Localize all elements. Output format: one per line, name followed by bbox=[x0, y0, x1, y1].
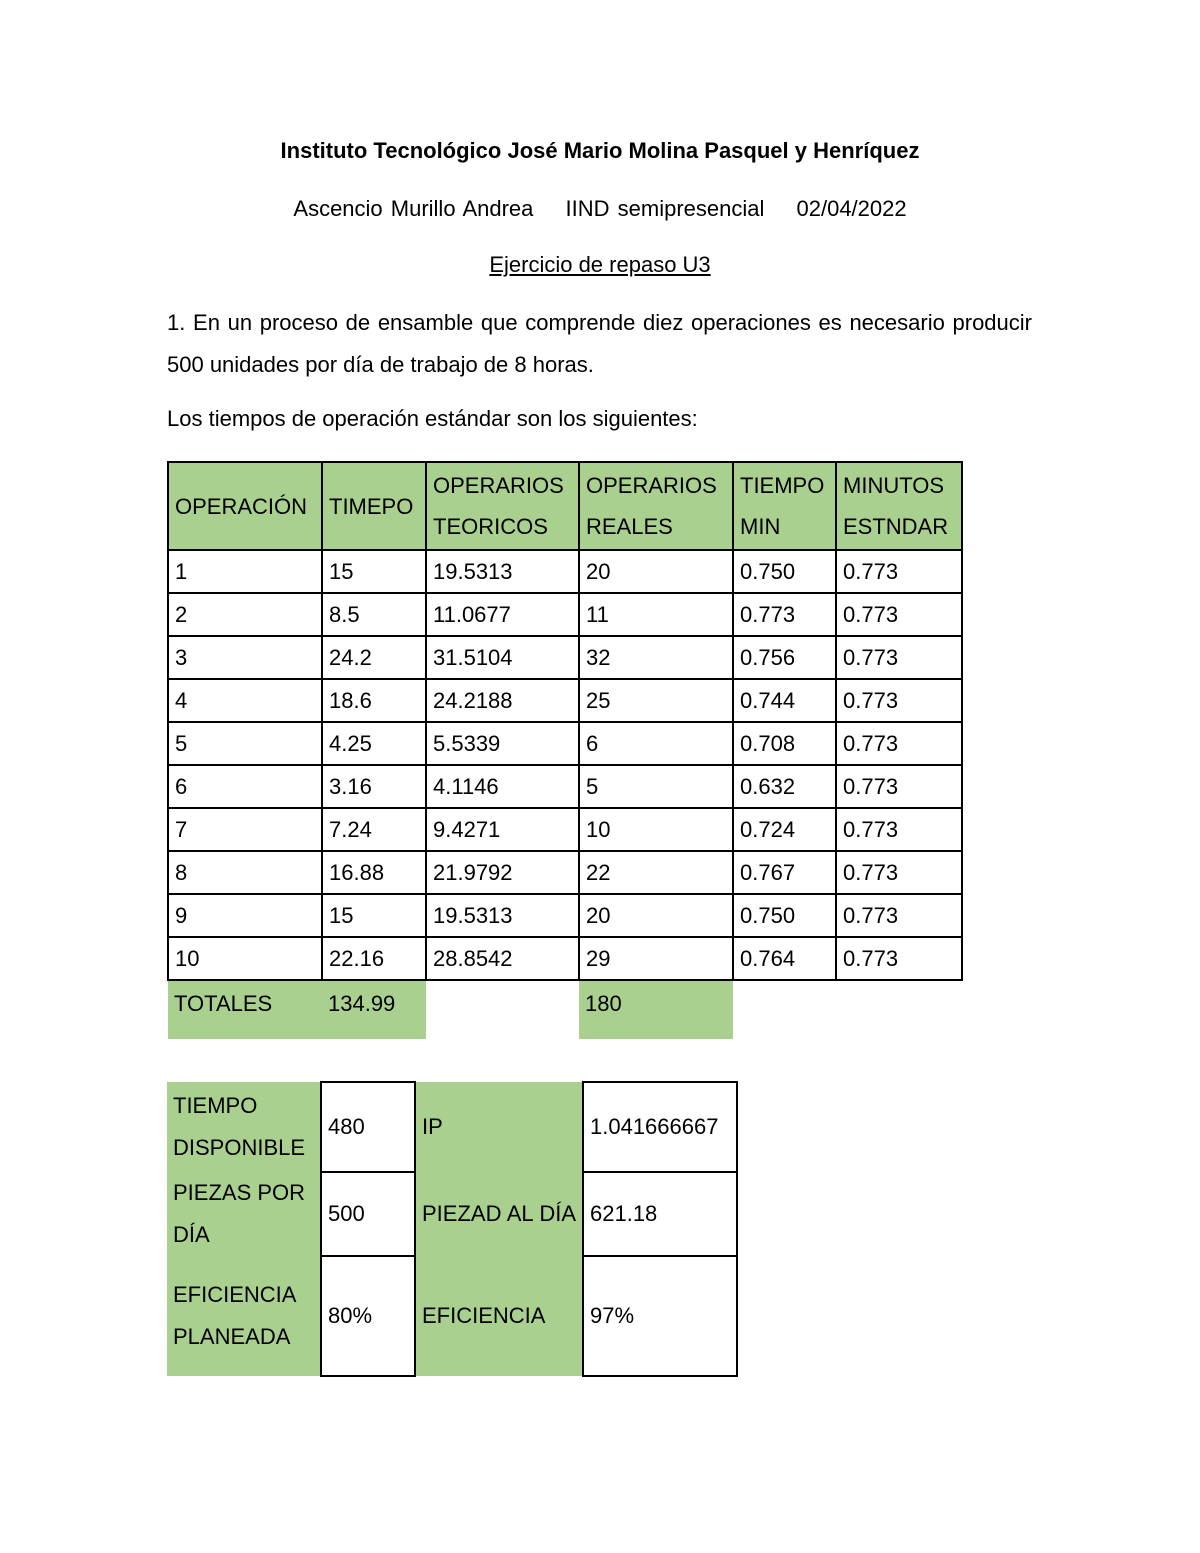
eficiencia-label: EFICIENCIA bbox=[415, 1256, 583, 1376]
table-cell: 31.5104 bbox=[426, 636, 579, 679]
table-cell: 0.764 bbox=[733, 937, 836, 980]
table-cell: 0.767 bbox=[733, 851, 836, 894]
table-cell: 0.773 bbox=[836, 765, 962, 808]
table-cell: 25 bbox=[579, 679, 733, 722]
eficiencia-planeada-value: 80% bbox=[321, 1256, 415, 1376]
table-cell: 22.16 bbox=[322, 937, 426, 980]
table-row bbox=[168, 722, 962, 765]
table-row bbox=[168, 894, 962, 937]
table-cell: 3 bbox=[168, 636, 322, 679]
tiempo-disponible-value: 480 bbox=[321, 1082, 415, 1172]
header-tiempo-min: TIEMPO MIN bbox=[733, 462, 836, 550]
piezas-por-dia-label: PIEZAS POR DÍA bbox=[167, 1172, 321, 1256]
table-cell: 11.0677 bbox=[426, 593, 579, 636]
table-row bbox=[168, 937, 962, 980]
table-cell: 0.773 bbox=[836, 550, 962, 593]
eficiencia-value: 97% bbox=[583, 1256, 737, 1376]
table-cell: 21.9792 bbox=[426, 851, 579, 894]
table-cell: 10 bbox=[168, 937, 322, 980]
table-row bbox=[168, 851, 962, 894]
header-operarios-reales: OPERARIOS REALES bbox=[579, 462, 733, 550]
table-cell: 4 bbox=[168, 679, 322, 722]
table-cell: 5.5339 bbox=[426, 722, 579, 765]
totals-tiempo: 134.99 bbox=[322, 980, 426, 1039]
tiempo-disponible-label: TIEMPO DISPONIBLE bbox=[167, 1082, 321, 1172]
totals-empty bbox=[836, 980, 962, 1039]
table-cell: 32 bbox=[579, 636, 733, 679]
table-cell: 10 bbox=[579, 808, 733, 851]
table-cell: 3.16 bbox=[322, 765, 426, 808]
table-cell: 24.2188 bbox=[426, 679, 579, 722]
table-cell: 1 bbox=[168, 550, 322, 593]
table-cell: 0.750 bbox=[733, 550, 836, 593]
table-cell: 7.24 bbox=[322, 808, 426, 851]
table-row bbox=[168, 593, 962, 636]
table-cell: 0.773 bbox=[836, 808, 962, 851]
table-cell: 0.632 bbox=[733, 765, 836, 808]
author-line bbox=[0, 196, 1200, 222]
table-intro: Los tiempos de operación estándar son los siguientes: bbox=[167, 406, 698, 431]
table-cell: 28.8542 bbox=[426, 937, 579, 980]
table-cell: 0.773 bbox=[836, 722, 962, 765]
summary-row bbox=[167, 1082, 737, 1172]
table-cell: 11 bbox=[579, 593, 733, 636]
table-cell: 0.708 bbox=[733, 722, 836, 765]
table-cell: 0.724 bbox=[733, 808, 836, 851]
table-cell: 5 bbox=[579, 765, 733, 808]
table-cell: 0.773 bbox=[836, 593, 962, 636]
table-cell: 0.773 bbox=[836, 636, 962, 679]
totals-label: TOTALES bbox=[168, 980, 322, 1039]
table-cell: 15 bbox=[322, 894, 426, 937]
summary-row bbox=[167, 1256, 737, 1376]
table-cell: 20 bbox=[579, 894, 733, 937]
exercise-title: Ejercicio de repaso U3 bbox=[489, 252, 711, 277]
table-cell: 19.5313 bbox=[426, 550, 579, 593]
operations-table bbox=[167, 461, 963, 1039]
table-cell: 16.88 bbox=[322, 851, 426, 894]
table-row bbox=[168, 765, 962, 808]
ip-value: 1.041666667 bbox=[583, 1082, 737, 1172]
header-operacion: OPERACIÓN bbox=[168, 462, 322, 550]
table-cell: 0.773 bbox=[836, 894, 962, 937]
table-cell: 4.25 bbox=[322, 722, 426, 765]
table-row bbox=[168, 636, 962, 679]
table-cell: 22 bbox=[579, 851, 733, 894]
table-cell: 0.756 bbox=[733, 636, 836, 679]
table-cell: 0.773 bbox=[836, 937, 962, 980]
totals-row bbox=[168, 980, 962, 1039]
header-timepo: TIMEPO bbox=[322, 462, 426, 550]
table-cell: 9 bbox=[168, 894, 322, 937]
table-cell: 2 bbox=[168, 593, 322, 636]
table-row bbox=[168, 550, 962, 593]
problem-statement: 1. En un proceso de ensamble que comprende diez operaciones es necesario producir 500 unidades por día de trabajo de 8 horas. bbox=[167, 310, 1032, 377]
table-cell: 6 bbox=[579, 722, 733, 765]
table-row bbox=[168, 679, 962, 722]
table-cell: 0.744 bbox=[733, 679, 836, 722]
totals-empty bbox=[733, 980, 836, 1039]
summary-row bbox=[167, 1172, 737, 1256]
totals-empty bbox=[426, 980, 579, 1039]
table-cell: 7 bbox=[168, 808, 322, 851]
table-cell: 20 bbox=[579, 550, 733, 593]
totals-operarios-reales: 180 bbox=[579, 980, 733, 1039]
student-name: Ascencio Murillo Andrea bbox=[293, 196, 534, 221]
page-title: Instituto Tecnológico José Mario Molina Pasquel y Henríquez bbox=[280, 138, 920, 163]
table-cell: 18.6 bbox=[322, 679, 426, 722]
table-cell: 8 bbox=[168, 851, 322, 894]
table-cell: 29 bbox=[579, 937, 733, 980]
table-cell: 0.773 bbox=[733, 593, 836, 636]
header-operarios-teoricos: OPERARIOS TEORICOS bbox=[426, 462, 579, 550]
document-date: 02/04/2022 bbox=[796, 196, 907, 221]
table-cell: 4.1146 bbox=[426, 765, 579, 808]
eficiencia-planeada-label: EFICIENCIA PLANEADA bbox=[167, 1256, 321, 1376]
piezad-al-dia-label: PIEZAD AL DÍA bbox=[415, 1172, 583, 1256]
program-name: IIND semipresencial bbox=[565, 196, 765, 221]
ip-label: IP bbox=[415, 1082, 583, 1172]
table-cell: 6 bbox=[168, 765, 322, 808]
table-cell: 15 bbox=[322, 550, 426, 593]
header-minutos-estndar: MINUTOS ESTNDAR bbox=[836, 462, 962, 550]
table-cell: 24.2 bbox=[322, 636, 426, 679]
table-row bbox=[168, 808, 962, 851]
summary-table bbox=[167, 1081, 738, 1377]
table-cell: 0.773 bbox=[836, 851, 962, 894]
table-header-row bbox=[168, 462, 962, 550]
piezad-al-dia-value: 621.18 bbox=[583, 1172, 737, 1256]
table-cell: 0.773 bbox=[836, 679, 962, 722]
table-cell: 19.5313 bbox=[426, 894, 579, 937]
piezas-por-dia-value: 500 bbox=[321, 1172, 415, 1256]
table-cell: 5 bbox=[168, 722, 322, 765]
table-cell: 0.750 bbox=[733, 894, 836, 937]
table-cell: 9.4271 bbox=[426, 808, 579, 851]
table-cell: 8.5 bbox=[322, 593, 426, 636]
